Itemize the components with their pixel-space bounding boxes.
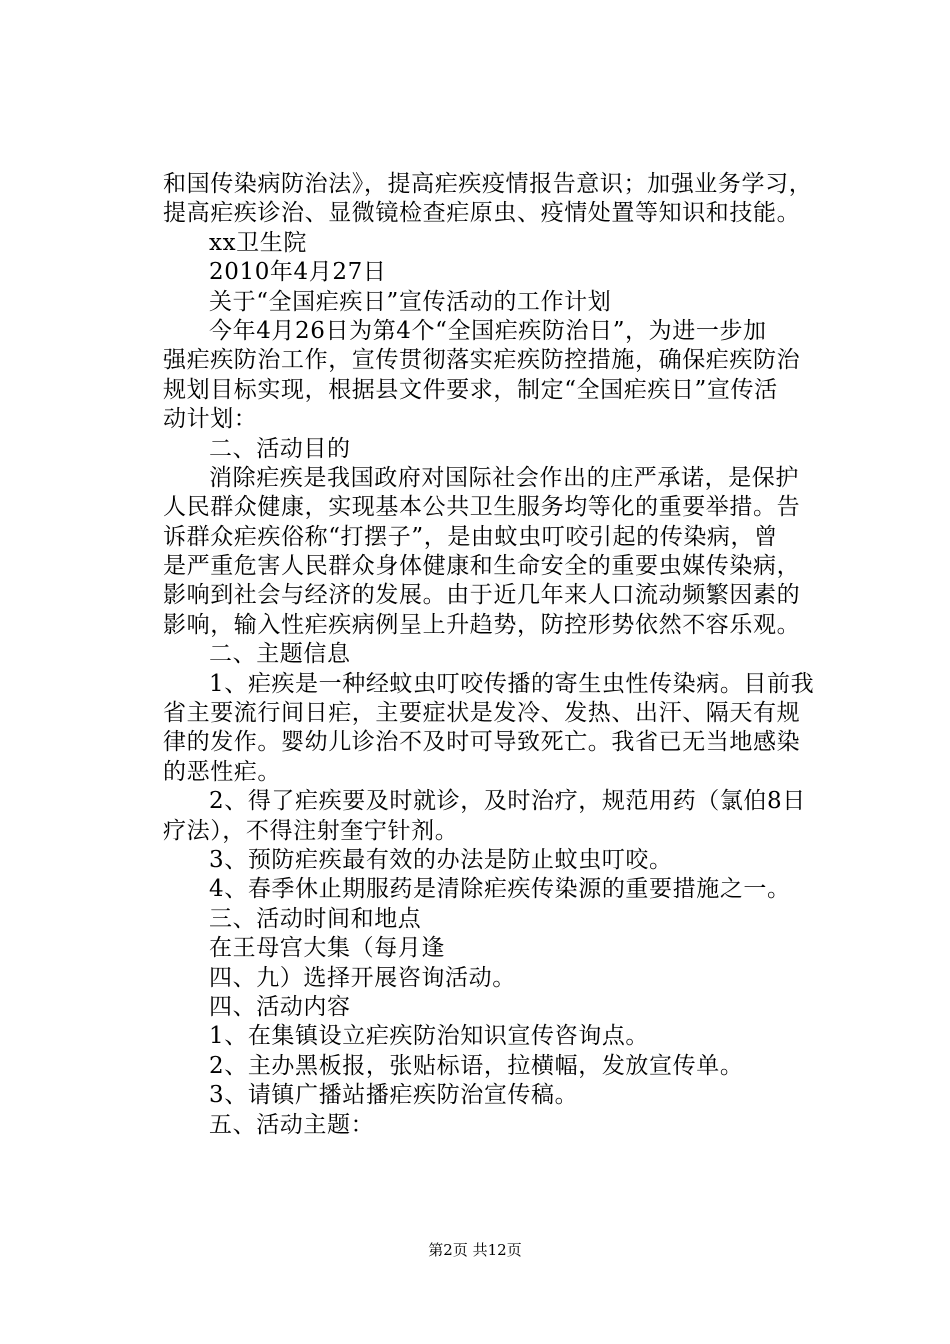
text-line: 2、主办黑板报，张贴标语，拉横幅，发放宣传单。: [209, 1052, 744, 1079]
text-line: 人民群众健康，实现基本公共卫生服务均等化的重要举措。告: [163, 494, 801, 521]
text-line: 今年4月26日为第4个“全国疟疾防治日”，为进一步加: [209, 317, 767, 344]
text-line: 2010年4月27日: [209, 259, 387, 286]
text-line: 1、疟疾是一种经蚊虫叮咬传播的寄生虫性传染病。目前我: [209, 670, 815, 697]
text-line: 3、预防疟疾最有效的办法是防止蚊虫叮咬。: [209, 846, 673, 873]
text-line: 4、春季休止期服药是清除疟疾传染源的重要措施之一。: [209, 876, 791, 903]
text-line: 是严重危害人民群众身体健康和生命安全的重要虫媒传染病，: [163, 553, 801, 580]
text-line: 动计划：: [163, 406, 258, 433]
text-line: 二、主题信息: [209, 641, 351, 668]
text-line: 2、得了疟疾要及时就诊，及时治疗，规范用药（氯伯8日: [209, 788, 806, 815]
text-line: 影响到社会与经济的发展。由于近几年来人口流动频繁因素的: [163, 582, 801, 609]
text-line: 疗法），不得注射奎宁针剂。: [163, 817, 459, 844]
text-line: 的恶性疟。: [163, 758, 281, 785]
text-line: 1、在集镇设立疟疾防治知识宣传咨询点。: [209, 1023, 650, 1050]
text-line: 三、活动时间和地点: [209, 905, 422, 932]
text-line: 提高疟疾诊治、显微镜检查疟原虫、疫情处置等知识和技能。: [163, 200, 801, 227]
text-line: 消除疟疾是我国政府对国际社会作出的庄严承诺，是保护: [209, 464, 799, 491]
text-line: 四、活动内容: [209, 993, 351, 1020]
text-line: 3、请镇广播站播疟疾防治宣传稿。: [209, 1082, 579, 1109]
document-body: [163, 170, 833, 1140]
text-line: 和国传染病防治法》，提高疟疾疫情报告意识；加强业务学习，: [163, 171, 813, 197]
text-line: 二、活动目的: [209, 435, 351, 462]
text-line: 强疟疾防治工作，宣传贯彻落实疟疾防控措施，确保疟疾防治: [163, 347, 801, 374]
text-line: 关于“全国疟疾日”宣传活动的工作计划: [209, 288, 612, 315]
text-line: 省主要流行间日疟，主要症状是发冷、发热、出汗、隔天有规: [163, 700, 801, 727]
page-footer: 第2页 共12页: [428, 1241, 522, 1259]
text-line: 五、活动主题：: [209, 1111, 375, 1138]
text-line: 在王母宫大集（每月逢: [209, 935, 445, 962]
text-line: 规划目标实现，根据县文件要求，制定“全国疟疾日”宣传活: [163, 376, 778, 403]
text-line: xx卫生院: [209, 229, 307, 256]
text-line: 四、九）选择开展咨询活动。: [209, 964, 516, 991]
text-line: 影响，输入性疟疾病例呈上升趋势，防控形势依然不容乐观。: [163, 611, 801, 638]
text-line: 诉群众疟疾俗称“打摆子”，是由蚊虫叮咬引起的传染病，曾: [163, 523, 778, 550]
text-line: 律的发作。婴幼儿诊治不及时可导致死亡。我省已无当地感染: [163, 729, 801, 756]
